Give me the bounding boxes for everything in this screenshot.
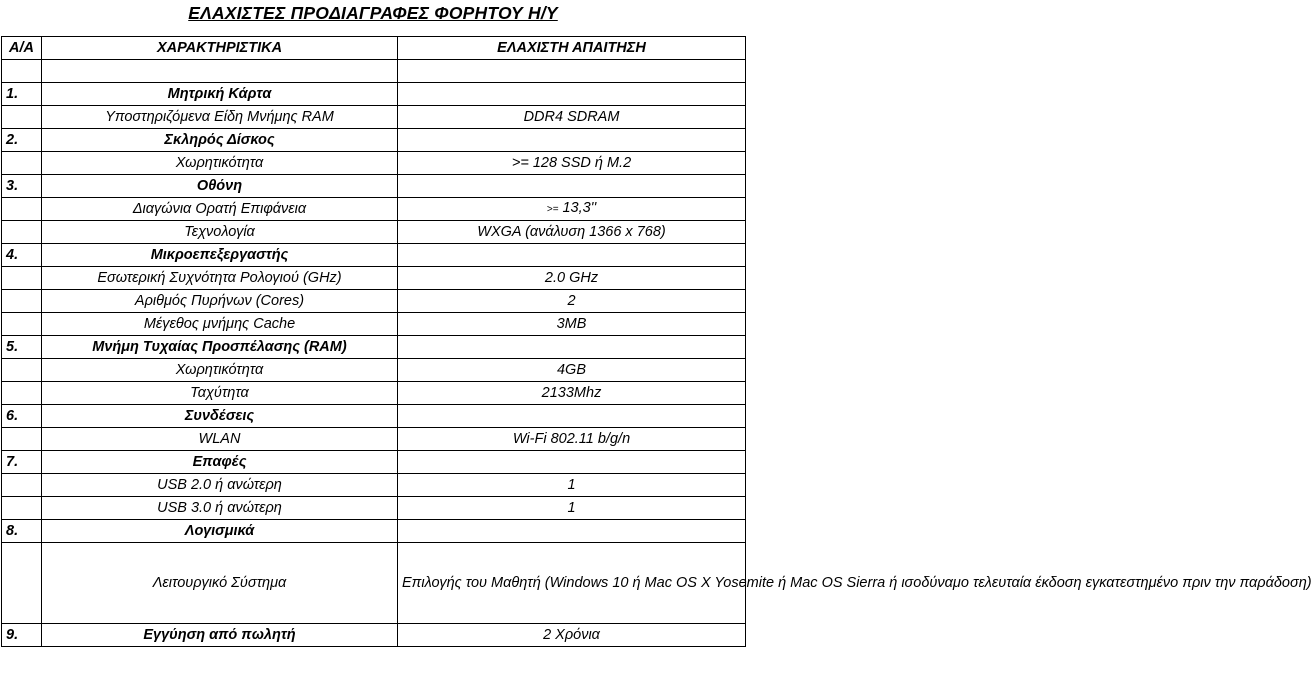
section-number: 5.: [2, 336, 42, 359]
requirement-cell: 2: [398, 290, 746, 313]
feature-cell: Διαγώνια Ορατή Επιφάνεια: [42, 198, 398, 221]
table-row: [2, 290, 746, 313]
section-row: [2, 336, 746, 359]
header-row: [2, 37, 746, 60]
section-name: Λογισμικά: [42, 520, 398, 543]
section-number: 1.: [2, 83, 42, 106]
table-row: [2, 313, 746, 336]
requirement-cell: 1: [398, 497, 746, 520]
requirement-cell: [398, 198, 746, 221]
table-row: [2, 382, 746, 405]
document-title: ΕΛΑΧΙΣΤΕΣ ΠΡΟΔΙΑΓΡΑΦΕΣ ΦΟΡΗΤΟΥ Η/Υ: [188, 3, 558, 23]
requirement-cell: 2 Χρόνια: [398, 624, 746, 647]
section-name: Εγγύηση από πωλητή: [42, 624, 398, 647]
section-row: [2, 129, 746, 152]
table-row: [2, 221, 746, 244]
section-row: [2, 83, 746, 106]
section-number: 6.: [2, 405, 42, 428]
requirement-cell: DDR4 SDRAM: [398, 106, 746, 129]
header-feature: ΧΑΡΑΚΤΗΡΙΣΤΙΚΑ: [42, 37, 398, 60]
feature-cell: Εσωτερική Συχνότητα Ρολογιού (GHz): [42, 267, 398, 290]
requirement-cell: Επιλογής του Μαθητή (Windows 10 ή Mac OS X Yosemite ή Mac OS Sierra ή ισοδύναμο τελευταία έκδοση εγκατεστημένο πριν την παράδοση): [398, 543, 746, 624]
feature-cell: Χωρητικότητα: [42, 359, 398, 382]
feature-cell: USB 3.0 ή ανώτερη: [42, 497, 398, 520]
section-number: 7.: [2, 451, 42, 474]
spec-table: [1, 36, 1312, 647]
table-row: [2, 106, 746, 129]
section-number: 2.: [2, 129, 42, 152]
requirement-cell: WXGA (ανάλυση 1366 x 768): [398, 221, 746, 244]
table-row: [2, 428, 746, 451]
requirement-prefix: >=: [546, 204, 559, 215]
section-number: 4.: [2, 244, 42, 267]
spacer-row: [2, 60, 746, 83]
feature-cell: Αριθμός Πυρήνων (Cores): [42, 290, 398, 313]
section-name: Μνήμη Τυχαίας Προσπέλασης (RAM): [42, 336, 398, 359]
feature-cell: WLAN: [42, 428, 398, 451]
requirement-value: 13,3'': [558, 200, 597, 216]
table-row: [2, 474, 746, 497]
section-number: 8.: [2, 520, 42, 543]
feature-cell: Ταχύτητα: [42, 382, 398, 405]
section-row: [2, 175, 746, 198]
requirement-cell: Wi-Fi 802.11 b/g/n: [398, 428, 746, 451]
feature-cell: Τεχνολογία: [42, 221, 398, 244]
requirement-cell: >= 128 SSD ή M.2: [398, 152, 746, 175]
header-requirement: ΕΛΑΧΙΣΤΗ ΑΠΑΙΤΗΣΗ: [398, 37, 746, 60]
table-row: [2, 497, 746, 520]
section-name: Σκληρός Δίσκος: [42, 129, 398, 152]
table-row: [2, 267, 746, 290]
header-num: Α/Α: [2, 37, 42, 60]
table-row: [2, 543, 746, 624]
requirement-cell: 2.0 GHz: [398, 267, 746, 290]
section-name: Οθόνη: [42, 175, 398, 198]
section-row: [2, 520, 746, 543]
table-row: [2, 198, 746, 221]
feature-cell: Χωρητικότητα: [42, 152, 398, 175]
table-row: [2, 152, 746, 175]
table-row: [2, 359, 746, 382]
feature-cell: Μέγεθος μνήμης Cache: [42, 313, 398, 336]
requirement-cell: 2133Mhz: [398, 382, 746, 405]
feature-cell: Υποστηριζόμενα Είδη Μνήμης RAM: [42, 106, 398, 129]
section-name: Επαφές: [42, 451, 398, 474]
section-name: Μικροεπεξεργαστής: [42, 244, 398, 267]
section-row: [2, 451, 746, 474]
section-number: 3.: [2, 175, 42, 198]
section-row: [2, 405, 746, 428]
section-row: [2, 244, 746, 267]
section-number: 9.: [2, 624, 42, 647]
requirement-cell: 1: [398, 474, 746, 497]
section-name: Συνδέσεις: [42, 405, 398, 428]
section-row: [2, 624, 746, 647]
feature-cell: Λειτουργικό Σύστημα: [42, 543, 398, 624]
requirement-cell: 4GB: [398, 359, 746, 382]
feature-cell: USB 2.0 ή ανώτερη: [42, 474, 398, 497]
section-name: Μητρική Κάρτα: [42, 83, 398, 106]
requirement-cell: 3MB: [398, 313, 746, 336]
